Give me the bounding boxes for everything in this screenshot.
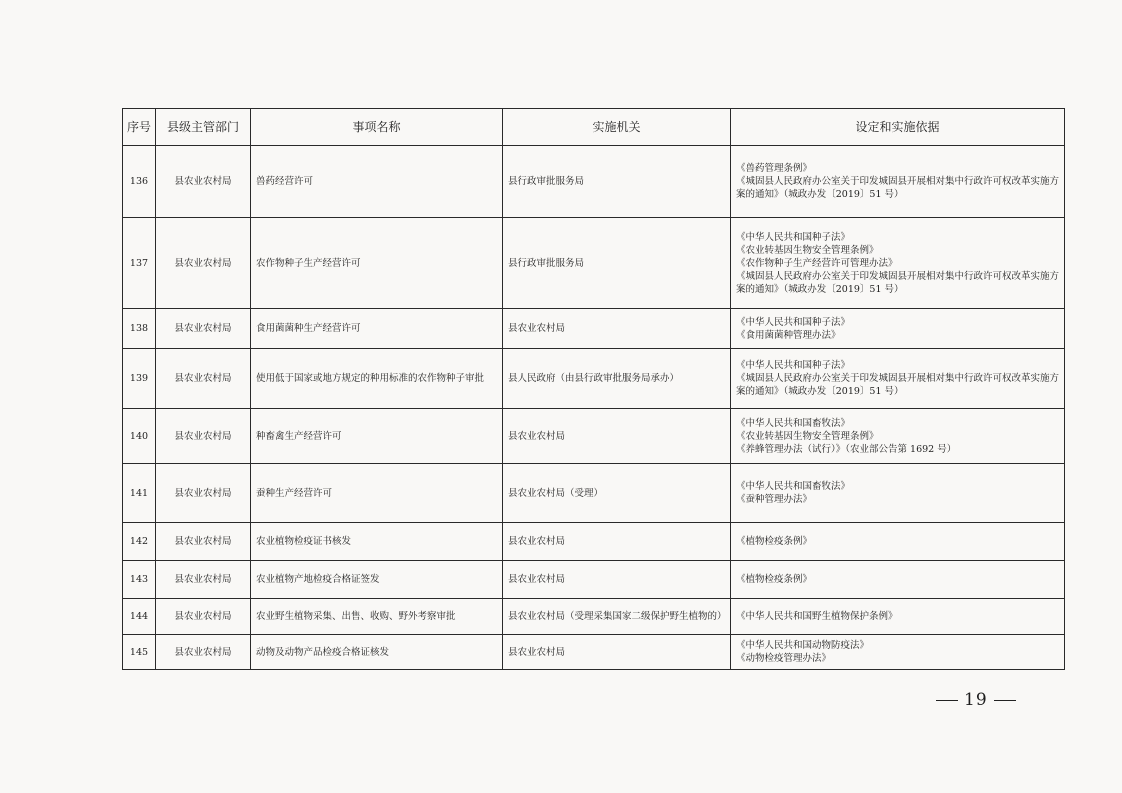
row-department: 县农业农村局 [156,635,251,670]
basis-line: 《中华人民共和国种子法》 [736,231,851,243]
basis-line: 《食用菌菌种管理办法》 [736,329,841,341]
basis-line: 《城固县人民政府办公室关于印发城固县开展相对集中行政许可权改革实施方案的通知》（城政办发〔2019〕51 号） [736,176,1060,200]
table-body [123,146,1065,670]
row-basis [731,635,1065,670]
basis-line: 《城固县人民政府办公室关于印发城固县开展相对集中行政许可权改革实施方案的通知》（城政办发〔2019〕51 号） [736,373,1060,397]
page-number-value: 19 [964,690,988,710]
row-basis [731,218,1065,309]
basis-line: 《植物检疫条例》 [736,536,813,547]
row-number: 141 [123,464,156,523]
row-agency: 县农业农村局 [503,523,731,561]
basis-line: 《蚕种管理办法》 [736,494,813,505]
header-item: 事项名称 [251,109,503,146]
table-row [123,309,1065,349]
table-row [123,349,1065,409]
row-department: 县农业农村局 [156,349,251,409]
row-item-name: 食用菌菌种生产经营许可 [251,309,503,349]
table-row [123,523,1065,561]
page-number-dash-right [994,700,1016,701]
row-number: 145 [123,635,156,670]
table-row [123,218,1065,309]
header-no: 序号 [123,109,156,146]
row-number: 140 [123,409,156,464]
row-agency: 县行政审批服务局 [503,218,731,309]
basis-line: 《中华人民共和国种子法》 [736,360,851,371]
row-number: 136 [123,146,156,218]
table-row [123,409,1065,464]
row-basis [731,309,1065,349]
page-number-dash-left [936,700,958,701]
permit-table [122,108,1065,670]
row-number: 137 [123,218,156,309]
row-basis [731,409,1065,464]
row-number: 144 [123,599,156,635]
basis-line: 《中华人民共和国种子法》 [736,316,851,328]
table-row [123,635,1065,670]
table-row [123,464,1065,523]
row-department: 县农业农村局 [156,561,251,599]
table-row [123,599,1065,635]
row-item-name: 农业植物检疫证书核发 [251,523,503,561]
row-item-name: 兽药经营许可 [251,146,503,218]
row-agency: 县农业农村局 [503,561,731,599]
row-basis [731,146,1065,218]
page-number [930,690,1022,710]
table-header-row [123,109,1065,146]
header-agency: 实施机关 [503,109,731,146]
row-basis [731,561,1065,599]
row-basis [731,349,1065,409]
row-item-name: 农作物种子生产经营许可 [251,218,503,309]
row-number: 142 [123,523,156,561]
table-row [123,561,1065,599]
basis-line: 《中华人民共和国畜牧法》 [736,417,851,429]
row-agency: 县农业农村局（受理采集国家二级保护野生植物的） [503,599,731,635]
basis-line: 《农作物种子生产经营许可管理办法》 [736,257,898,269]
row-item-name: 使用低于国家或地方规定的种用标准的农作物种子审批 [251,349,503,409]
basis-line: 《农业转基因生物安全管理条例》 [736,244,879,256]
row-department: 县农业农村局 [156,409,251,464]
basis-line: 《养蜂管理办法（试行）》（农业部公告第 1692 号） [736,443,957,455]
basis-line: 《中华人民共和国畜牧法》 [736,481,851,492]
row-item-name: 农业植物产地检疫合格证签发 [251,561,503,599]
basis-line: 《兽药管理条例》 [736,163,813,174]
row-department: 县农业农村局 [156,464,251,523]
row-agency: 县农业农村局 [503,409,731,464]
basis-line: 《农业转基因生物安全管理条例》 [736,430,879,442]
row-number: 139 [123,349,156,409]
row-agency: 县农业农村局（受理） [503,464,731,523]
row-department: 县农业农村局 [156,599,251,635]
row-agency: 县农业农村局 [503,635,731,670]
row-item-name: 动物及动物产品检疫合格证核发 [251,635,503,670]
row-number: 143 [123,561,156,599]
row-basis [731,599,1065,635]
row-item-name: 种畜禽生产经营许可 [251,409,503,464]
basis-line: 《中华人民共和国野生植物保护条例》 [736,611,898,622]
table-row [123,146,1065,218]
header-basis: 设定和实施依据 [731,109,1065,146]
row-department: 县农业农村局 [156,523,251,561]
row-item-name: 蚕种生产经营许可 [251,464,503,523]
row-item-name: 农业野生植物采集、出售、收购、野外考察审批 [251,599,503,635]
row-basis [731,464,1065,523]
row-department: 县农业农村局 [156,309,251,349]
row-agency: 县行政审批服务局 [503,146,731,218]
basis-line: 《植物检疫条例》 [736,574,813,585]
row-department: 县农业农村局 [156,146,251,218]
header-department: 县级主管部门 [156,109,251,146]
row-number: 138 [123,309,156,349]
row-agency: 县人民政府（由县行政审批服务局承办） [503,349,731,409]
basis-line: 《动物检疫管理办法》 [736,653,832,664]
row-basis [731,523,1065,561]
basis-line: 《中华人民共和国动物防疫法》 [736,640,870,651]
basis-line: 《城固县人民政府办公室关于印发城固县开展相对集中行政许可权改革实施方案的通知》（城政办发〔2019〕51 号） [736,270,1060,295]
row-department: 县农业农村局 [156,218,251,309]
row-agency: 县农业农村局 [503,309,731,349]
